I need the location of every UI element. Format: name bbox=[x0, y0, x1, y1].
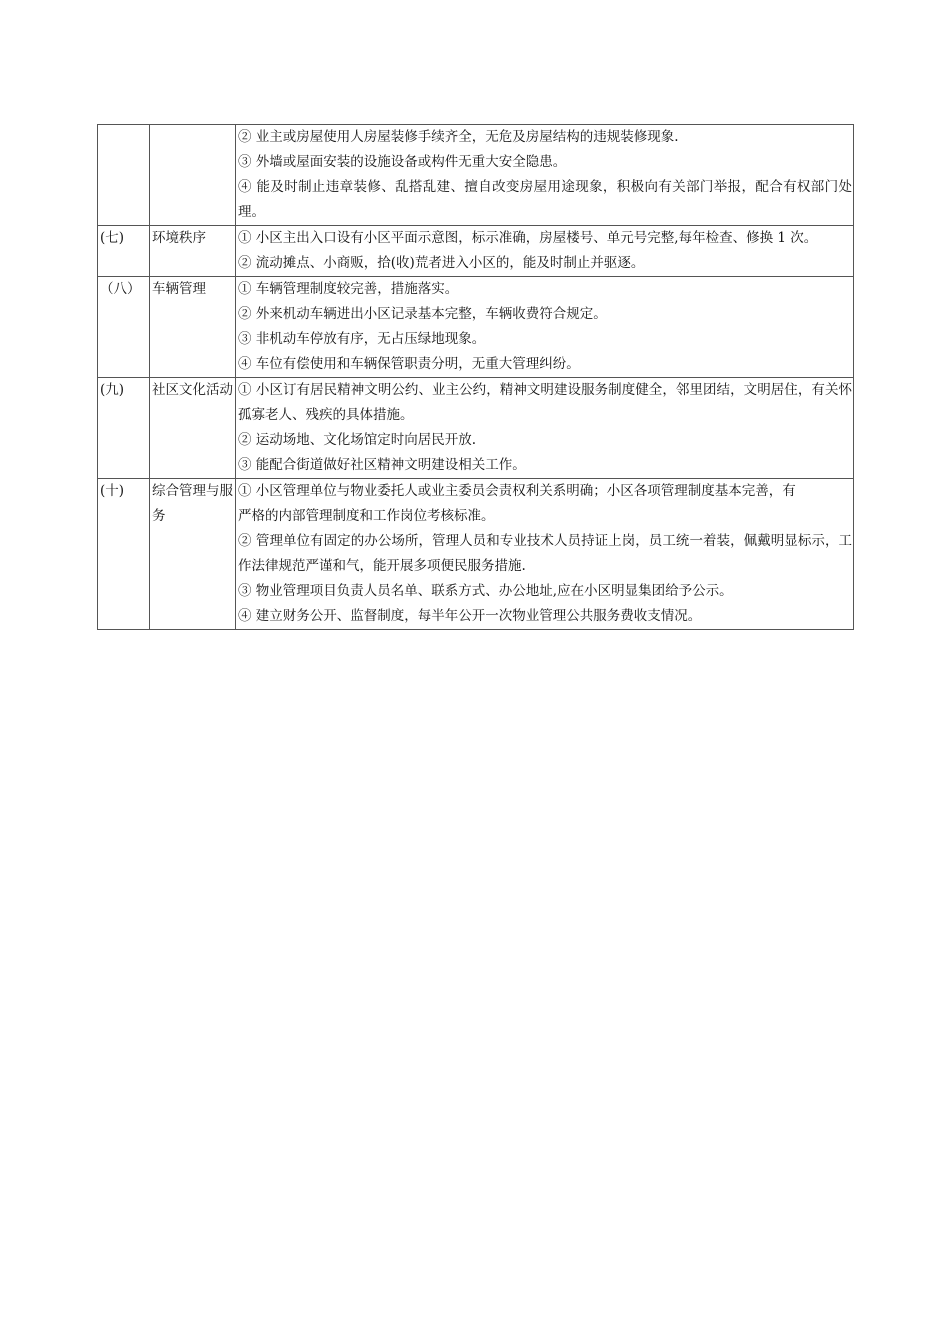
requirement-item: ④ 能及时制止违章装修、乱搭乱建、擅自改变房屋用途现象，积极向有关部门举报，配合有权部门处理。 bbox=[238, 179, 852, 220]
requirement-item: ② 外来机动车辆进出小区记录基本完整，车辆收费符合规定。 bbox=[238, 306, 607, 322]
standards-table bbox=[97, 124, 854, 630]
section-requirements bbox=[236, 226, 854, 277]
section-number: (九) bbox=[98, 378, 150, 479]
requirement-item: ② 流动摊点、小商贩，拾(收)荒者进入小区的，能及时制止并驱逐。 bbox=[238, 255, 645, 271]
section-number bbox=[98, 125, 150, 226]
section-number: （八） bbox=[98, 277, 150, 378]
section-requirements bbox=[236, 277, 854, 378]
requirement-item: ① 小区主出入口设有小区平面示意图，标示准确，房屋楼号、单元号完整,每年检查、修换 1 次。 bbox=[238, 230, 818, 246]
table-row bbox=[98, 277, 854, 378]
section-requirements bbox=[236, 125, 854, 226]
requirement-item: ① 小区订有居民精神文明公约、业主公约，精神文明建设服务制度健全，邻里团结，文明居住，有关怀孤寡老人、残疾的具体措施。 bbox=[238, 382, 852, 423]
section-title: 车辆管理 bbox=[150, 277, 236, 378]
requirement-item: 严格的内部管理制度和工作岗位考核标准。 bbox=[238, 508, 495, 524]
requirement-item: ③ 非机动车停放有序，无占压绿地现象。 bbox=[238, 331, 486, 347]
table-body bbox=[98, 125, 854, 630]
requirement-item: ③ 外墙或屋面安装的设施设备或构件无重大安全隐患。 bbox=[238, 154, 567, 170]
section-title bbox=[150, 125, 236, 226]
section-requirements bbox=[236, 378, 854, 479]
requirement-item: ② 运动场地、文化场馆定时向居民开放. bbox=[238, 432, 477, 448]
requirement-item: ① 车辆管理制度较完善，措施落实。 bbox=[238, 281, 459, 297]
requirement-item: ② 业主或房屋使用人房屋装修手续齐全，无危及房屋结构的违规装修现象. bbox=[238, 129, 679, 145]
table-row bbox=[98, 125, 854, 226]
section-number: (十) bbox=[98, 479, 150, 630]
requirement-item: ③ 物业管理项目负责人员名单、联系方式、办公地址,应在小区明显集团给予公示。 bbox=[238, 583, 733, 599]
requirement-item: ① 小区管理单位与物业委托人或业主委员会责权利关系明确；小区各项管理制度基本完善，有 bbox=[238, 483, 796, 499]
requirement-item: ④ 车位有偿使用和车辆保管职责分明，无重大管理纠纷。 bbox=[238, 356, 580, 372]
requirement-item: ③ 能配合街道做好社区精神文明建设相关工作。 bbox=[238, 457, 526, 473]
requirement-item: ② 管理单位有固定的办公场所，管理人员和专业技术人员持证上岗，员工统一着装，佩戴明显标示，工作法律规范严谨和气，能开展多项便民服务措施. bbox=[238, 533, 852, 574]
table-row bbox=[98, 226, 854, 277]
section-number: (七) bbox=[98, 226, 150, 277]
section-title: 综合管理与服务 bbox=[150, 479, 236, 630]
section-title: 社区文化活动 bbox=[150, 378, 236, 479]
table-row bbox=[98, 479, 854, 630]
section-requirements bbox=[236, 479, 854, 630]
requirement-item: ④ 建立财务公开、监督制度，每半年公开一次物业管理公共服务费收支情况。 bbox=[238, 608, 702, 624]
table-row bbox=[98, 378, 854, 479]
section-title: 环境秩序 bbox=[150, 226, 236, 277]
